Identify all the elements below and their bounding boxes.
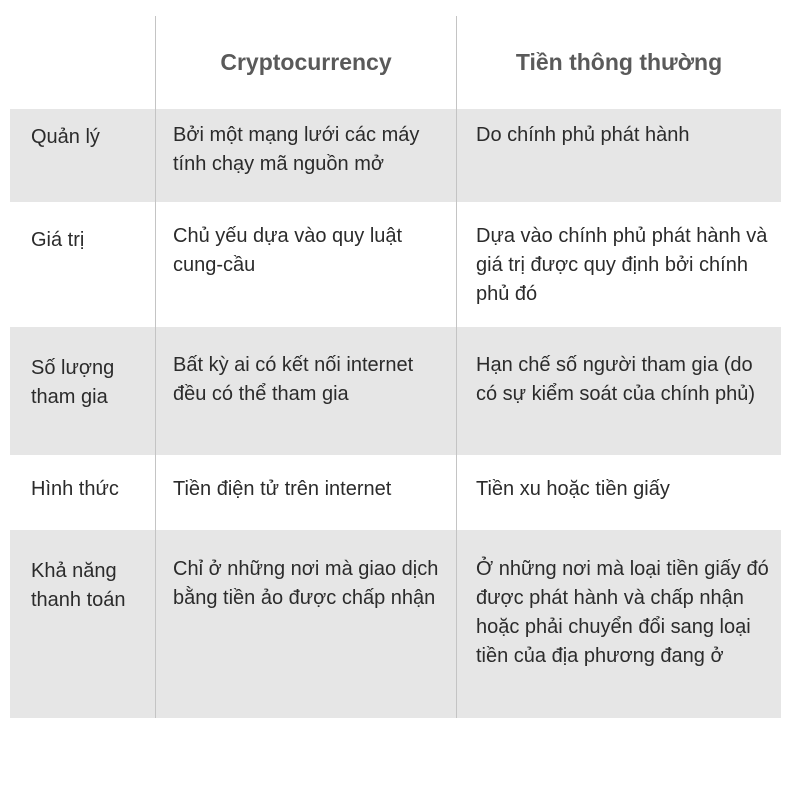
table-row-payment	[10, 530, 781, 718]
table-row-value	[10, 202, 781, 327]
row-label: Số lượng tham gia	[31, 357, 115, 408]
crypto-cell: Bởi một mạng lưới các máy tính chạy mã nguồn mở	[155, 109, 456, 202]
crypto-cell: Bất kỳ ai có kết nối internet đều có thể tham gia	[155, 327, 456, 455]
fiat-cell: Hạn chế số người tham gia (do có sự kiểm soát của chính phủ)	[456, 327, 781, 455]
comparison-table	[10, 16, 781, 718]
table-row-form	[10, 455, 781, 530]
fiat-cell: Do chính phủ phát hành	[456, 109, 781, 202]
row-label: Quản lý	[31, 126, 100, 148]
fiat-cell: Ở những nơi mà loại tiền giấy đó được phát hành và chấp nhận hoặc phải chuyển đổi sang loại tiền của địa phương đang ở	[456, 530, 781, 718]
table-row-management	[10, 109, 781, 202]
header-cryptocurrency: Cryptocurrency	[155, 16, 456, 109]
header-empty-cell	[10, 16, 155, 109]
row-label: Hình thức	[31, 478, 119, 500]
crypto-cell: Chỉ ở những nơi mà giao dịch bằng tiền ảo được chấp nhận	[155, 530, 456, 718]
header-fiat-currency: Tiền thông thường	[456, 16, 781, 109]
row-label: Giá trị	[31, 229, 85, 251]
fiat-cell: Tiền xu hoặc tiền giấy	[456, 455, 781, 530]
fiat-cell: Dựa vào chính phủ phát hành và giá trị được quy định bởi chính phủ đó	[456, 202, 781, 327]
table-header-row	[10, 16, 781, 109]
crypto-cell: Tiền điện tử trên internet	[155, 455, 456, 530]
crypto-cell: Chủ yếu dựa vào quy luật cung-cầu	[155, 202, 456, 327]
table-row-participants	[10, 327, 781, 455]
row-label: Khả năng thanh toán	[31, 560, 126, 611]
